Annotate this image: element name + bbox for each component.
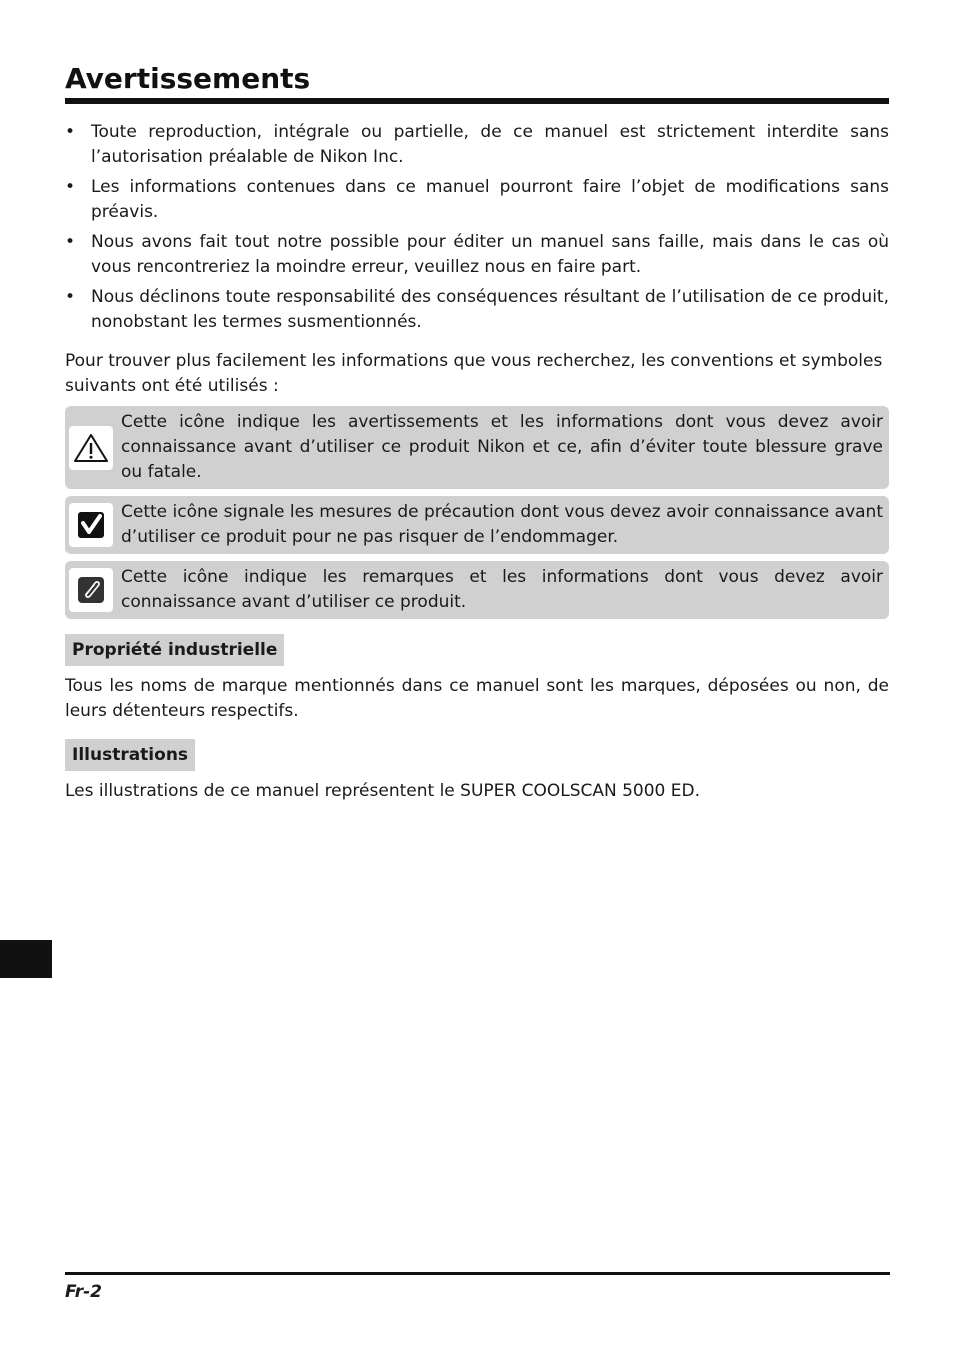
- warning-triangle-icon: [69, 426, 113, 470]
- page-content: [65, 60, 889, 804]
- icon-legend-text: Cette icône indique les avertissements et les informations dont vous devez avoir connaissance avant d’utiliser ce produit Nikon et ce, afin d’éviter toute blessure grave ou fatale.: [121, 412, 883, 482]
- bullet: •: [65, 177, 76, 197]
- list-item: [65, 120, 889, 170]
- section-text-industrial-property: Tous les noms de marque mentionnés dans ce manuel sont les marques, déposées ou non, de leurs détenteurs respectifs.: [65, 676, 889, 721]
- page-number: Fr-2: [65, 1282, 103, 1302]
- page-title: Avertissements: [65, 62, 311, 95]
- title-rule: [65, 98, 889, 104]
- icon-legend-caution: [65, 496, 889, 554]
- bullet: •: [65, 287, 76, 307]
- note-pencil-icon: [69, 568, 113, 612]
- list-item: [65, 285, 889, 335]
- section-text-illustrations: Les illustrations de ce manuel représentent le SUPER COOLSCAN 5000 ED.: [65, 781, 701, 801]
- icon-legend-text: Cette icône signale les mesures de précaution dont vous devez avoir connaissance avant d’utiliser ce produit pour ne pas risquer de l’endommager.: [121, 502, 883, 547]
- section-heading-illustrations: Illustrations: [65, 739, 195, 771]
- list-item-text: Les informations contenues dans ce manuel pourront faire l’objet de modifications sans préavis.: [91, 177, 889, 222]
- chapter-tab: [0, 940, 52, 978]
- list-item-text: Nous déclinons toute responsabilité des conséquences résultant de l’utilisation de ce produit, nonobstant les termes susmentionnés.: [91, 287, 889, 332]
- list-item: [65, 230, 889, 280]
- icon-legend-warning: [65, 406, 889, 489]
- caution-check-icon: [69, 503, 113, 547]
- bullet: •: [65, 122, 76, 142]
- section-heading-industrial-property: Propriété industrielle: [65, 634, 284, 666]
- bullet: •: [65, 232, 76, 252]
- warnings-list: [65, 120, 889, 335]
- list-item-text: Nous avons fait tout notre possible pour éditer un manuel sans faille, mais dans le cas où vous rencontreriez la moindre erreur, veuillez nous en faire part.: [91, 232, 889, 277]
- list-item-text: Toute reproduction, intégrale ou partielle, de ce manuel est strictement interdite sans l’autorisation préalable de Nikon Inc.: [91, 122, 889, 167]
- footer-rule: [65, 1272, 890, 1275]
- intro-paragraph: Pour trouver plus facilement les informations que vous recherchez, les conventions et symboles suivants ont été utilisés :: [65, 351, 883, 396]
- list-item: [65, 175, 889, 225]
- icon-legend-text: Cette icône indique les remarques et les informations dont vous devez avoir connaissance avant d’utiliser ce produit.: [121, 567, 883, 612]
- icon-legend-note: [65, 561, 889, 619]
